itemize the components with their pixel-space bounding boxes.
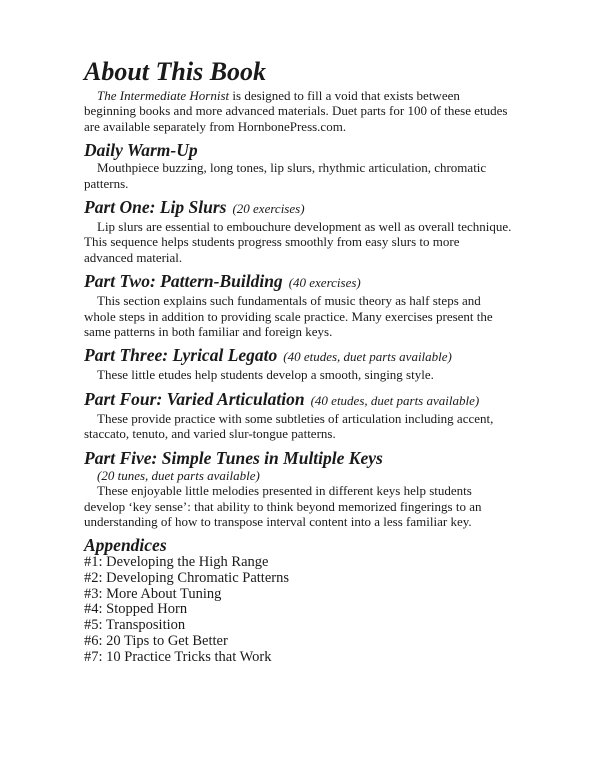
paragraph-line: same patterns in both familiar and foreign keys. (84, 324, 333, 340)
paragraph-line-text: is designed to fill a void that exists between (229, 88, 460, 103)
section-heading-text: Part Two: Pattern-Building (84, 271, 283, 292)
paragraph-line: These enjoyable little melodies presented in different keys help students (97, 483, 472, 499)
section-heading-text: Part Four: Varied Articulation (84, 388, 305, 409)
paragraph-line: whole steps in addition to providing scale practice. Many exercises present the (84, 308, 493, 324)
section-heading-text: Part Five: Simple Tunes in Multiple Keys (84, 447, 383, 468)
paragraph-line: Mouthpiece buzzing, long tones, lip slurs, rhythmic articulation, chromatic (97, 160, 487, 176)
section-part-three (84, 345, 572, 382)
section-part-four (84, 389, 572, 442)
paragraph-line: are available separately from HornbonePress.com. (84, 118, 347, 134)
page-title: About This Book (84, 57, 267, 86)
section-heading-text: Part One: Lip Slurs (84, 197, 227, 218)
paragraph-line: patterns. (84, 175, 129, 191)
paragraph-line: advanced material. (84, 249, 183, 265)
book-title-italic: The Intermediate Hornist (97, 88, 230, 103)
paragraph-line: staccato, tenuto, and varied slur-tongue patterns. (84, 426, 336, 442)
appendix-item: #5: Transposition (84, 617, 186, 634)
section-heading-note: (40 etudes, duet parts available) (310, 392, 480, 408)
appendix-item: #4: Stopped Horn (84, 601, 188, 618)
paragraph-line: develop ‘key sense’: that ability to think beyond memorized fingerings to an (84, 498, 482, 514)
appendices-section (84, 535, 572, 665)
section-part-two (84, 271, 572, 339)
section-heading-text: Daily Warm-Up (84, 140, 198, 161)
section-heading (84, 197, 572, 219)
section-daily-warm-up (84, 140, 572, 191)
section-part-five (84, 448, 572, 530)
section-heading (84, 389, 572, 411)
appendix-item: #1: Developing the High Range (84, 554, 269, 571)
intro-paragraph (84, 88, 572, 134)
section-part-one (84, 197, 572, 265)
paragraph-line: beginning books and more advanced materials. Duet parts for 100 of these etudes (84, 103, 508, 119)
section-heading (84, 271, 572, 293)
paragraph-line: This sequence helps students progress smoothly from easy slurs to more (84, 234, 460, 250)
appendices-heading (84, 535, 572, 555)
paragraph-line: understanding of how to transpose interval content into a less familiar key. (84, 513, 472, 529)
section-heading-note: (20 exercises) (232, 201, 305, 217)
appendix-item: #7: 10 Practice Tricks that Work (84, 648, 272, 665)
paragraph-line: These little etudes help students develop a smooth, singing style. (97, 367, 434, 383)
section-heading-text: Appendices (84, 535, 167, 556)
appendix-item: #3: More About Tuning (84, 585, 222, 602)
appendix-item: #2: Developing Chromatic Patterns (84, 570, 289, 587)
section-heading-text: Part Three: Lyrical Legato (84, 345, 278, 366)
section-heading (84, 448, 572, 468)
section-heading-note: (40 exercises) (288, 275, 361, 291)
paragraph-line (84, 88, 572, 103)
paragraph-line: This section explains such fundamentals of music theory as half steps and (97, 293, 481, 309)
paragraph-line: Lip slurs are essential to embouchure development as well as overall technique. (97, 219, 512, 235)
appendix-item: #6: 20 Tips to Get Better (84, 632, 228, 649)
section-subnote: (20 tunes, duet parts available) (97, 467, 260, 483)
paragraph-line: These provide practice with some subtleties of articulation including accent, (97, 410, 494, 426)
section-heading (84, 345, 572, 367)
section-heading-note: (40 etudes, duet parts available) (283, 349, 452, 365)
section-heading (84, 140, 572, 160)
